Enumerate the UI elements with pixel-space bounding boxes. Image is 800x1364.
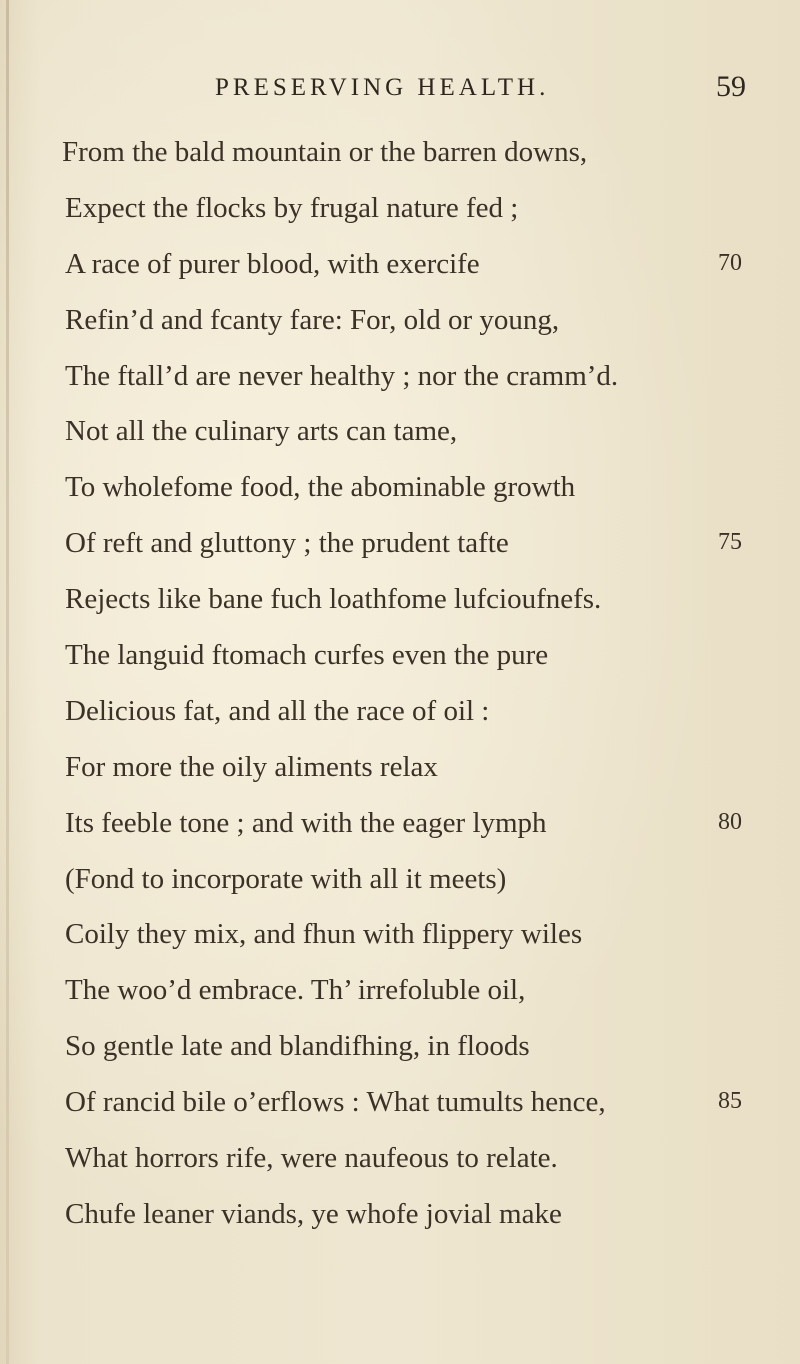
verse-line: [0, 918, 800, 974]
verse-line-text: Of rancid bile o’erflows : What tumults hence,: [65, 1086, 606, 1119]
verse-line: [0, 807, 800, 863]
verse-line-text: A race of purer blood, with exercife: [65, 247, 480, 280]
verse-block: [0, 136, 800, 1254]
verse-line-text: The languid ftomach curfes even the pure: [65, 639, 549, 672]
verse-line-text: What horrors rife, were naufeous to relate.: [65, 1142, 558, 1175]
verse-line: [0, 583, 800, 639]
verse-line: [0, 639, 800, 695]
verse-line-text: Expect the flocks by frugal nature fed ;: [65, 191, 519, 224]
verse-line: [0, 863, 800, 919]
verse-line-text: To wholefome food, the abominable growth: [65, 471, 576, 504]
running-title: PRESERVING HEALTH.: [215, 74, 550, 101]
verse-line-text: For more the oily aliments relax: [65, 750, 438, 783]
verse-line: [0, 136, 800, 192]
verse-line-text: Not all the culinary arts can tame,: [65, 415, 458, 448]
verse-line-text: (Fond to incorporate with all it meets): [65, 862, 507, 895]
verse-line: [0, 1142, 800, 1198]
verse-line: [0, 471, 800, 527]
verse-line: [0, 415, 800, 471]
verse-line: [0, 751, 800, 807]
verse-line-text: From the bald mountain or the barren downs,: [62, 136, 588, 168]
verse-line-text: Chufe leaner viands, ye whofe jovial make: [65, 1197, 562, 1230]
line-number: 75: [718, 529, 742, 556]
verse-line: [0, 360, 800, 416]
verse-line-text: Refin’d and fcanty fare: For, old or young,: [65, 303, 560, 336]
verse-line-text: Delicious fat, and all the race of oil :: [65, 694, 490, 727]
verse-line: [0, 1198, 800, 1254]
verse-line: [0, 192, 800, 248]
verse-line-text: The ftall’d are never healthy ; nor the cramm’d.: [65, 359, 619, 392]
verse-line-text: So gentle late and blandifhing, in floods: [65, 1030, 530, 1063]
verse-line: [0, 527, 800, 583]
verse-line-text: Coily they mix, and fhun with flippery wiles: [65, 918, 583, 951]
line-number: 70: [718, 249, 742, 276]
running-head: [0, 70, 800, 114]
line-number: 85: [718, 1088, 742, 1115]
page-number: 59: [716, 70, 746, 103]
verse-line: [0, 695, 800, 751]
verse-line: [0, 1086, 800, 1142]
verse-line-text: Of reft and gluttony ; the prudent tafte: [65, 527, 509, 560]
verse-line: [0, 1030, 800, 1086]
line-number: 80: [718, 808, 742, 835]
verse-line-text: Rejects like bane fuch loathfome lufcioufnefs.: [65, 583, 602, 616]
verse-line: [0, 248, 800, 304]
verse-line: [0, 304, 800, 360]
verse-line-text: Its feeble tone ; and with the eager lymph: [65, 806, 547, 839]
verse-line: [0, 974, 800, 1030]
verse-line-text: The woo’d embrace. Th’ irrefoluble oil,: [65, 974, 526, 1007]
